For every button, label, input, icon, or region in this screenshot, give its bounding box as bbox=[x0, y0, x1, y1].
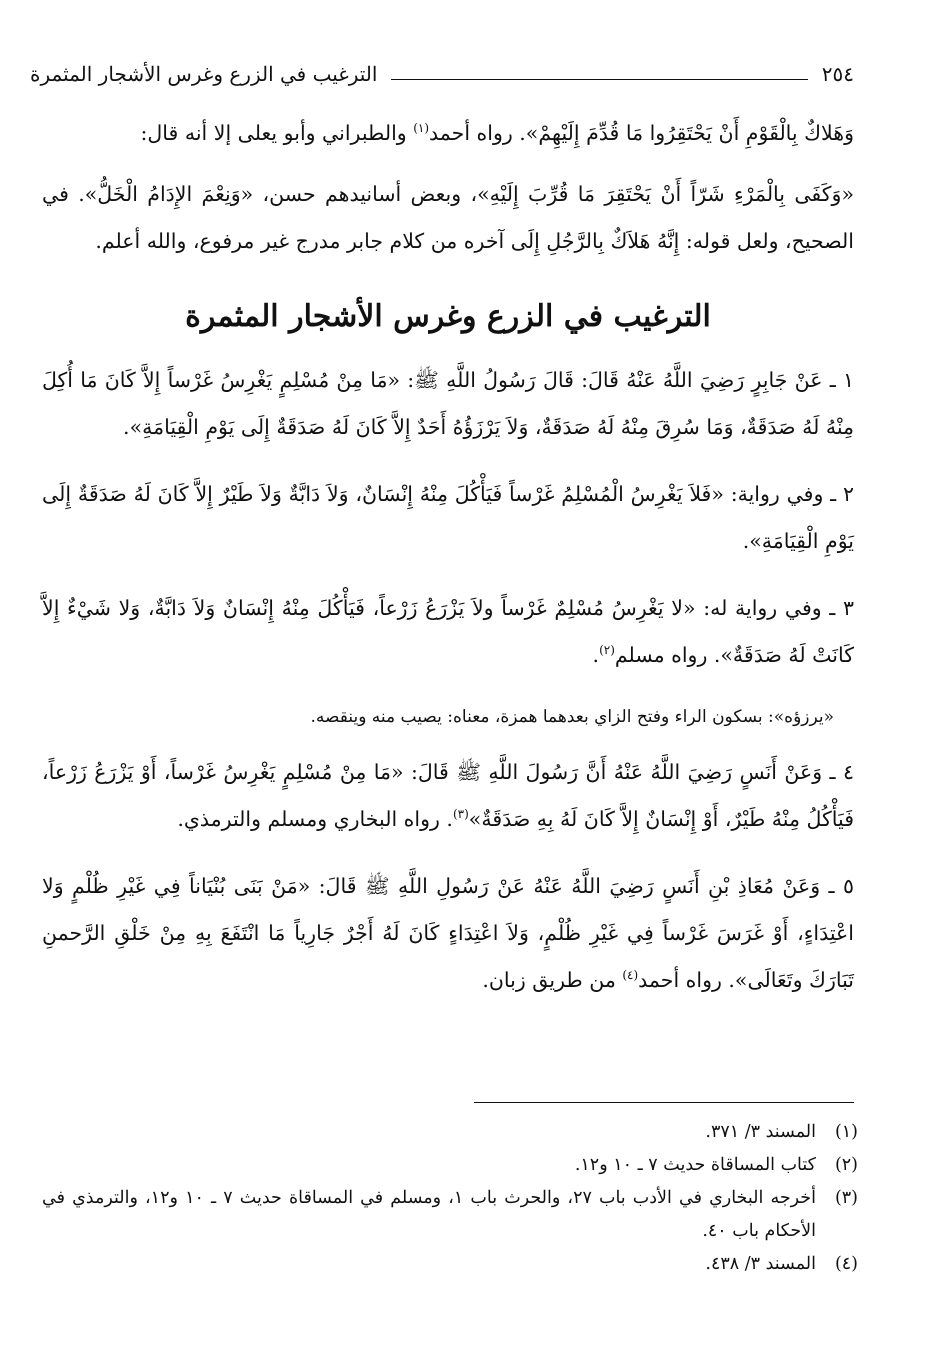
footnote-ref: (٤) bbox=[622, 968, 639, 983]
hadith-tail: . رواه البخاري ومسلم والترمذي. bbox=[177, 807, 453, 831]
running-header bbox=[30, 58, 854, 90]
footnote-text: كتاب المساقاة حديث ٧ ـ ١٠ و١٢. bbox=[574, 1155, 816, 1175]
footnote-ref: (١) bbox=[413, 121, 430, 136]
footnote-number: (٣) bbox=[834, 1188, 858, 1208]
footnotes bbox=[42, 1116, 858, 1281]
footnote-number: (٢) bbox=[834, 1155, 858, 1175]
hadith-paragraph bbox=[42, 749, 854, 843]
section-title: الترغيب في الزرع وغرس الأشجار المثمرة bbox=[185, 299, 711, 334]
hadith-paragraph bbox=[42, 863, 854, 1004]
footnote bbox=[42, 1149, 858, 1182]
intro-line-text: وَهَلاكٌ بِالْقَوْمِ أَنْ يَحْتَقِرُوا مَا قُدِّمَ إِلَيْهِمْ». رواه أحمد bbox=[429, 121, 854, 145]
footnote bbox=[42, 1248, 858, 1281]
footnote bbox=[42, 1182, 858, 1248]
footnote-text: المسند ٣/ ٤٣٨. bbox=[705, 1254, 816, 1274]
intro-line-tail: والطبراني وأبو يعلى إلا أنه قال: bbox=[140, 121, 414, 145]
footnote-ref: (٣) bbox=[452, 807, 469, 822]
page-body bbox=[42, 110, 854, 1024]
footnote-text: المسند ٣/ ٣٧١. bbox=[705, 1122, 816, 1142]
footnote-number: (٤) bbox=[834, 1254, 858, 1274]
hadith-paragraph bbox=[42, 585, 854, 679]
hadith-text: ٢ ـ وفي رواية: «فَلاَ يَغْرِسُ الْمُسْلِمُ غَرْساً فَيَأْكُلَ مِنْهُ إِنْسَانٌ، وَلاَ دَابَّةٌ وَلاَ طَيْرٌ إِلاَّ كَانَ لَهُ صَدَقَةٌ إِلَى يَوْمِ الْقِيَامَةِ». bbox=[42, 482, 854, 553]
header-rule bbox=[391, 79, 807, 80]
gloss-note: «يرزؤه»: بسكون الراء وفتح الزاي بعدهما همزة، معناه: يصيب منه وينقصه. bbox=[310, 707, 834, 727]
footnote-rule bbox=[474, 1102, 854, 1103]
footnote bbox=[42, 1116, 858, 1149]
hadith-text: ٣ ـ وفي رواية له: «لا يَغْرِسُ مُسْلِمٌ غَرْساً ولاَ يَزْرَعُ زَرْعاً، فَيَأْكُلَ مِنْهُ إِنْسَانٌ وَلاَ دَابَّةٌ، وَلا شَيْءٌ إِلاَّ كَانَتْ لَهُ صَدَقَةٌ». رواه مسلم bbox=[42, 596, 854, 667]
hadith-text: ٤ ـ وَعَنْ أَنَسٍ رَضِيَ اللَّهُ عَنْهُ أَنَّ رَسُولَ اللَّهِ ﷺ قَالَ: «مَا مِنْ مُسْلِمٍ يَغْرِسُ غَرْساً، أَوْ يَزْرَعُ زَرْعاً، فَيَأْكُلُ مِنْهُ طَيْرٌ، أَوْ إِنْسَانٌ إِلاَّ كَانَ لَهُ بِهِ صَدَقَةٌ» bbox=[42, 760, 854, 831]
intro-paragraph: «وَكَفَى بِالْمَرْءِ شَرّاً أَنْ يَحْتَقِرَ مَا قُرِّبَ إِلَيْهِ»، وبعض أسانيدهم حسن، «وَنِعْمَ الإِدَامُ الْخَلُّ». في الصحيح، ولعل قوله: إِنَّهُ هَلاَكٌ بِالرَّجُلِ إِلَى آخره من كلام جابر مدرج غير مرفوع، والله أعلم. bbox=[42, 182, 854, 253]
hadith-text: ١ ـ عَنْ جَابِرٍ رَضِيَ اللَّهُ عَنْهُ قَالَ: قَالَ رَسُولُ اللَّهِ ﷺ: «مَا مِنْ مُسْلِمٍ يَغْرِسُ غَرْساً إِلاَّ كَانَ مَا أُكِلَ مِنْهُ لَهُ صَدَقَةٌ، وَمَا سُرِقَ مِنْهُ لَهُ صَدَقَةٌ، وَلاَ يَرْزَؤُهُ أَحَدٌ إِلاَّ كَانَ لَهُ صَدَقَةٌ إِلَى يَوْمِ الْقِيَامَةِ». bbox=[42, 368, 854, 439]
hadith-paragraph bbox=[42, 357, 854, 451]
footnote-ref: (٢) bbox=[599, 643, 615, 658]
running-title: الترغيب في الزرع وغرس الأشجار المثمرة bbox=[30, 62, 378, 86]
hadith-text: ٥ ـ وَعَنْ مُعَاذِ بْنِ أَنَسٍ رَضِيَ اللَّهُ عَنْهُ عَنْ رَسُولِ اللَّهِ ﷺ قَالَ: «مَنْ بَنَى بُنْيَاناً فِي غَيْرِ ظُلْمٍ وَلا اعْتِدَاءٍ، أَوْ غَرَسَ غَرْساً فِي غَيْرِ ظُلْمٍ، وَلاَ اعْتِدَاءٍ كَانَ لَهُ أَجْرٌ جَارِياً مَا انْتَفَعَ بِهِ مِنْ خَلْقِ الرَّحمنِ تَبَارَكَ وتَعَالَى». رواه أحمد bbox=[42, 874, 854, 992]
intro-line bbox=[42, 110, 854, 157]
footnote-text: أخرجه البخاري في الأدب باب ٢٧، والحرث باب ١، ومسلم في المساقاة حديث ٧ ـ ١٠ و١٢، والترمذي في الأحكام باب ٤٠. bbox=[42, 1188, 816, 1241]
page-number: ٢٥٤ bbox=[821, 62, 854, 86]
hadith-tail: . bbox=[592, 643, 600, 667]
footnote-number: (١) bbox=[834, 1122, 858, 1142]
hadith-paragraph bbox=[42, 471, 854, 565]
hadith-tail: من طريق زبان. bbox=[482, 968, 623, 992]
